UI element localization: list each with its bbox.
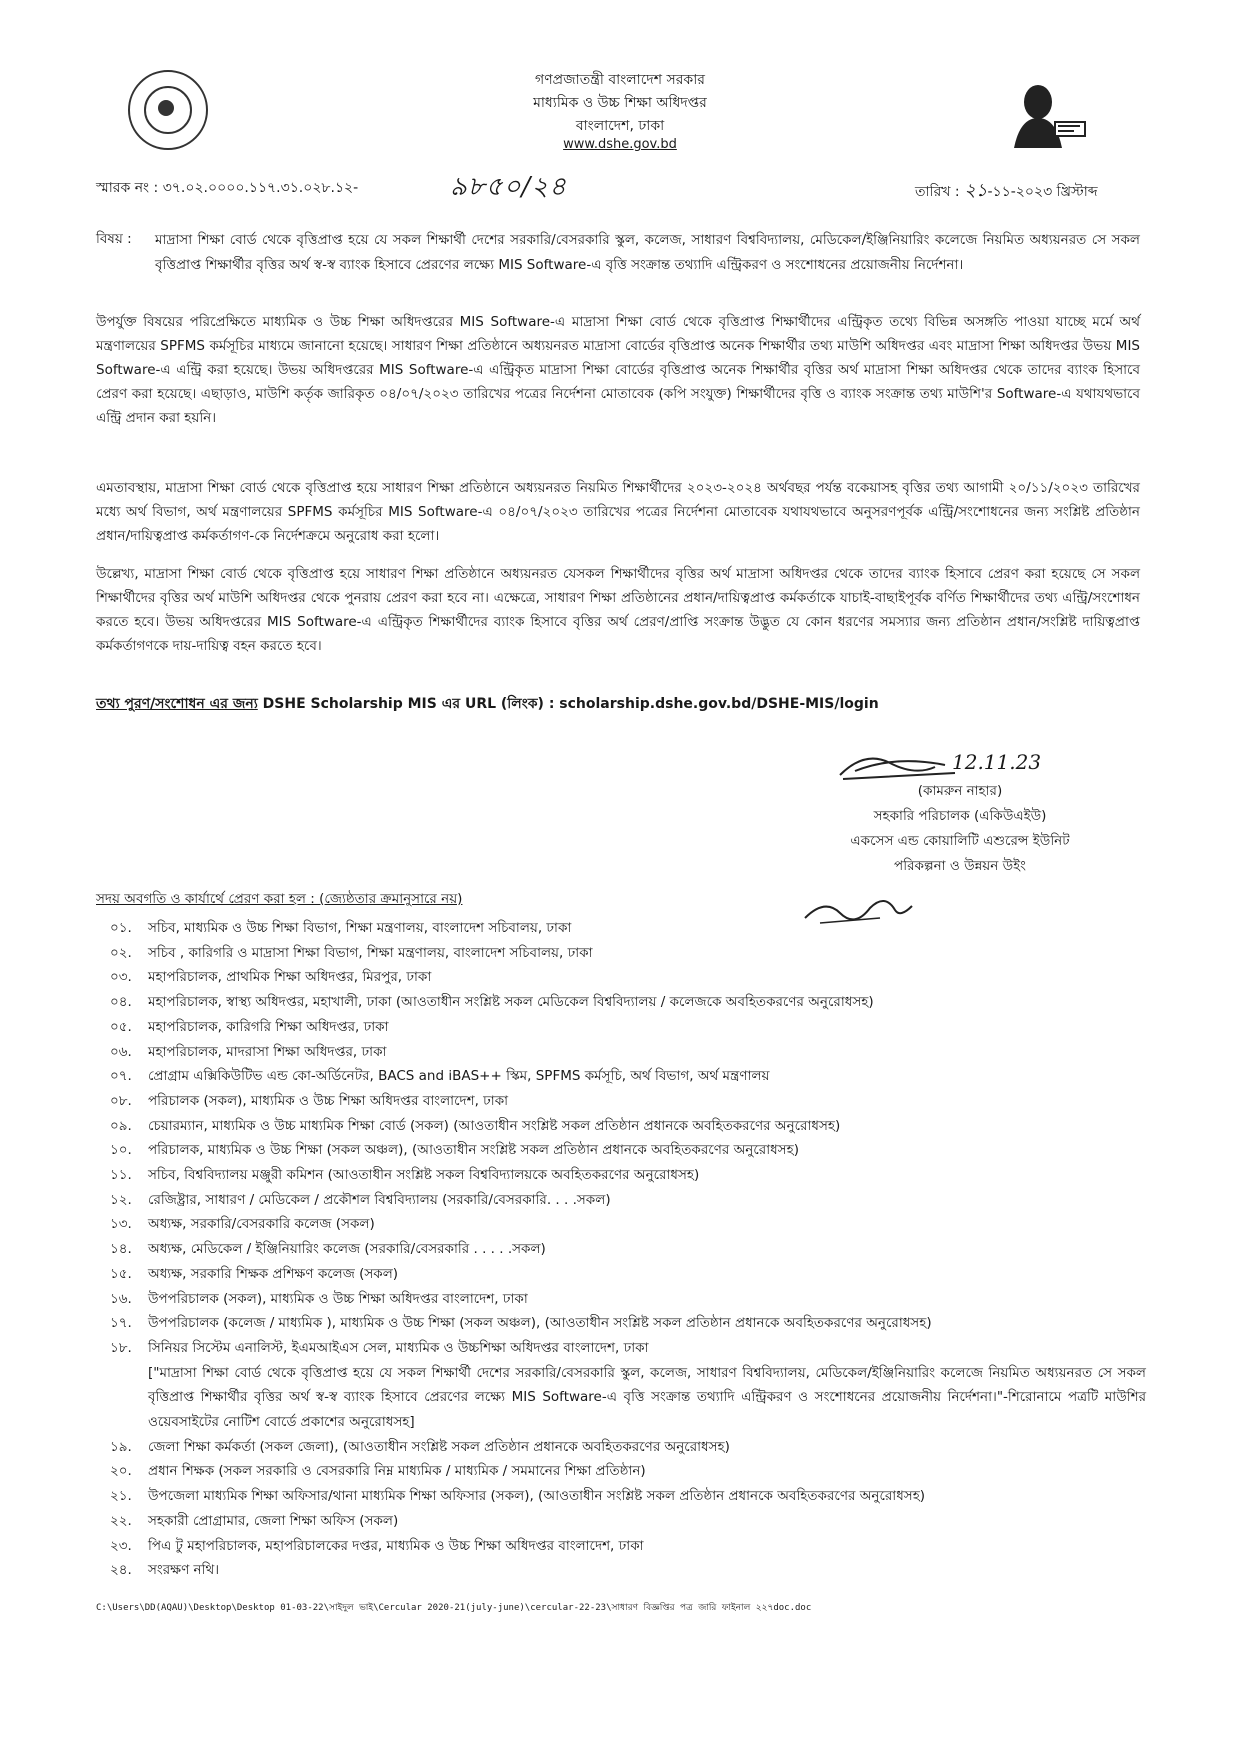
list-item-number: ১৪. (110, 1241, 132, 1258)
list-item-number: ২৪. (110, 1562, 132, 1579)
header-location: বাংলাদেশ, ঢাকা (575, 118, 665, 134)
memo-date (915, 176, 1098, 207)
list-item (96, 916, 1146, 941)
list-item-text: সহকারী প্রোগ্রামার, জেলা শিক্ষা অফিস (সকল) (148, 1512, 399, 1529)
list-item-number: ০২. (110, 944, 132, 961)
memo-ref-label: স্মারক নং : ৩৭.০২.০০০০.১১৭.৩১.০২৮.১২- (96, 180, 359, 196)
list-item (96, 1459, 1146, 1484)
list-item-number: ১৯. (110, 1438, 132, 1455)
list-item (96, 1435, 1146, 1460)
memo-date-label: তারিখ : (915, 184, 965, 200)
list-item-text: সচিব, মাধ্যমিক ও উচ্চ শিক্ষা বিভাগ, শিক্ষা মন্ত্রণালয়, বাংলাদেশ সচিবালয়, ঢাকা (148, 920, 572, 936)
list-item (96, 1484, 1146, 1509)
list-item (96, 1188, 1146, 1213)
list-item-text: জেলা শিক্ষা কর্মকর্তা (সকল জেলা), (আওতাধীন সংশ্লিষ্ট সকল প্রতিষ্ঠান প্রধানকে অবহিতকরণের অনুরোধসহ) (148, 1438, 730, 1455)
list-item (96, 1064, 1146, 1089)
list-item-number: ১৬. (110, 1290, 132, 1307)
signature-date: 12.11.23 (952, 750, 1042, 774)
emblem-core (158, 100, 174, 116)
list-item-text: সংরক্ষণ নথি। (148, 1562, 220, 1579)
link-line-underlined: তথ্য পুরণ/সংশোধন এর জন্য (96, 696, 258, 712)
copy-list (96, 916, 1146, 1583)
list-item-text: সচিব , কারিগরি ও মাদ্রাসা শিক্ষা বিভাগ, শিক্ষা মন্ত্রণালয়, বাংলাদেশ সচিবালয়, ঢাকা (148, 944, 593, 961)
list-item (96, 1114, 1146, 1139)
list-item (96, 1311, 1146, 1336)
list-item-number: ১৫. (110, 1265, 132, 1282)
header-website-link[interactable]: www.dshe.gov.bd (563, 137, 677, 152)
list-item (96, 1558, 1146, 1583)
list-item (96, 1336, 1146, 1435)
list-item-note: ["মাদ্রাসা শিক্ষা বোর্ড থেকে বৃত্তিপ্রাপ্ত হয়ে যে সকল শিক্ষার্থী দেশের সরকারি/বেসরকারি স্কুল, কলেজ, সাধারণ বিশ্ববিদ্যালয়, মেডিকেল/ইঞ্জিনিয়ারিং কলেজে নিয়মিত অধ্যয়নরত সে সকল বৃত্তিপ্রাপ্ত শিক্ষার্থীর বৃত্তির অর্থ স্ব-স্ব ব্যাংক হিসাবে প্রেরণের লক্ষ্যে MIS Software-এ বৃত্তি সংক্রান্ত তথ্যাদি এন্ট্রিকরণ ও সংশোধনের প্রয়োজনীয় নির্দেশনা।"-শিরোনামে পত্রটি মাউশির ওয়েবসাইটের নোটিশ বোর্ডে প্রকাশের অনুরোধসহ] (148, 1364, 1146, 1431)
subject-label: বিষয় : (96, 231, 132, 247)
list-item-number: ১৭. (110, 1315, 132, 1332)
list-item (96, 941, 1146, 966)
memo-reference (96, 176, 358, 200)
list-item (96, 1138, 1146, 1163)
list-item (96, 1015, 1146, 1040)
signatory-wing: পরিকল্পনা ও উন্নয়ন উইং (894, 858, 1026, 874)
memo-date-handwritten: ২১ (964, 180, 988, 201)
memo-ref-handwritten: ৯৮৫০/২৪ (450, 172, 568, 202)
list-item (96, 1237, 1146, 1262)
list-item-text: চেয়ারম্যান, মাধ্যমিক ও উচ্চ মাধ্যমিক শিক্ষা বোর্ড (সকল) (আওতাধীন সংশ্লিষ্ট সকল প্রতিষ্ঠান প্রধানকে অবহিতকরণের অনুরোধসহ) (148, 1117, 841, 1134)
list-item (96, 1089, 1146, 1114)
list-item-text: উপজেলা মাধ্যমিক শিক্ষা অফিসার/থানা মাধ্যমিক শিক্ষা অফিসার (সকল), (আওতাধীন সংশ্লিষ্ট সকল প্রতিষ্ঠান প্রধানকে অবহিতকরণের অনুরোধসহ) (148, 1488, 926, 1505)
list-item (96, 1262, 1146, 1287)
list-item (96, 1287, 1146, 1312)
list-item-text: অধ্যক্ষ, সরকারি শিক্ষক প্রশিক্ষণ কলেজ (সকল) (148, 1265, 399, 1282)
header-government: গণপ্রজাতন্ত্রী বাংলাদেশ সরকার (535, 72, 705, 88)
list-item-text: রেজিষ্ট্রার, সাধারণ / মেডিকেল / প্রকৌশল বিশ্ববিদ্যালয় (সরকারি/বেসরকারি. . . .সকল) (148, 1191, 611, 1208)
copy-list-heading: সদয় অবগতি ও কার্যার্থে প্রেরণ করা হল : (জ্যেষ্ঠতার ক্রমানুসারে নয়) (96, 891, 463, 907)
list-item-text: পরিচালক, মাধ্যমিক ও উচ্চ শিক্ষা (সকল অঞ্চল), (আওতাধীন সংশ্লিষ্ট সকল প্রতিষ্ঠান প্রধানকে অবহিতকরণের অনুরোধসহ) (148, 1142, 799, 1159)
list-item (96, 990, 1146, 1015)
list-item-text: পিএ টু মহাপরিচালক, মহাপরিচালকের দপ্তর, মাধ্যমিক ও উচ্চ শিক্ষা অধিদপ্তর বাংলাদেশ, ঢাকা (148, 1537, 644, 1554)
list-item-number: ০৬. (110, 1043, 132, 1060)
list-item-number: ০১. (110, 920, 132, 936)
list-item-text: প্রোগ্রাম এক্সিকিউটিভ এন্ড কো-অর্ডিনেটর, BACS and iBAS++ স্কিম, SPFMS কর্মসূচি, অর্থ বিভাগ, অর্থ মন্ত্রণালয় (148, 1068, 770, 1085)
subject-text: মাদ্রাসা শিক্ষা বোর্ড থেকে বৃত্তিপ্রাপ্ত হয়ে যে সকল শিক্ষার্থী দেশের সরকারি/বেসরকারি স্কুল, কলেজ, সাধারণ বিশ্ববিদ্যালয়, মেডিকেল/ইঞ্জিনিয়ারিং কলেজে নিয়মিত অধ্যয়নরত সে সকল বৃত্তিপ্রাপ্ত শিক্ষার্থীর বৃত্তির অর্থ স্ব-স্ব ব্যাংক হিসাবে প্রেরণের লক্ষ্যে MIS Software-এ বৃত্তি সংক্রান্ত তথ্যাদি এন্ট্রিকরণ ও সংশোধনের প্রয়োজনীয় নির্দেশনা। (155, 232, 1140, 273)
list-item-text: উপপরিচালক (সকল), মাধ্যমিক ও উচ্চ শিক্ষা অধিদপ্তর বাংলাদেশ, ঢাকা (148, 1290, 528, 1307)
list-item (96, 1040, 1146, 1065)
list-item-number: ১৩. (110, 1216, 132, 1233)
list-item-text: মহাপরিচালক, স্বাস্থ্য অধিদপ্তর, মহাখালী, ঢাকা (আওতাধীন সংশ্লিষ্ট সকল মেডিকেল বিশ্ববিদ্যালয় / কলেজকে অবহিতকরণের অনুরোধসহ) (148, 994, 874, 1011)
list-item-text: অধ্যক্ষ, মেডিকেল / ইঞ্জিনিয়ারিং কলেজ (সরকারি/বেসরকারি . . . . .সকল) (148, 1241, 546, 1258)
list-item-text: উপপরিচালক (কলেজ / মাধ্যমিক ), মাধ্যমিক ও উচ্চ শিক্ষা (সকল অঞ্চল), (আওতাধীন সংশ্লিষ্ট সকল প্রতিষ্ঠান প্রধানকে অবহিতকরণের অনুরোধসহ) (148, 1315, 932, 1332)
list-item-number: ১২. (110, 1191, 132, 1208)
list-item-text: মহাপরিচালক, মাদরাসা শিক্ষা অধিদপ্তর, ঢাকা (148, 1043, 387, 1060)
list-item (96, 965, 1146, 990)
mis-link-line (96, 692, 879, 716)
body-paragraph-3: উল্লেখ্য, মাদ্রাসা শিক্ষা বোর্ড থেকে বৃত্তিপ্রাপ্ত হয়ে সাধারণ শিক্ষা প্রতিষ্ঠানে অধ্যয়নরত যেসকল শিক্ষার্থীদের বৃত্তির অর্থ মাদ্রাসা অধিদপ্তর থেকে তাদের ব্যাংক হিসাবে প্রেরণ করা হয়েছে সে সকল শিক্ষার্থীদের বৃত্তির অর্থ মাউশি অধিদপ্তর থেকে পুনরায় প্রেরণ করা হবে না। এক্ষেত্রে, সাধারণ শিক্ষা প্রতিষ্ঠানের প্রধান/দায়িত্বপ্রাপ্ত কর্মকর্তাকে যাচাই-বাছাইপূর্বক বর্ণিত শিক্ষার্থীদের তথ্য এন্ট্রি/সংশোধন করতে হবে। উভয় অধিদপ্তরের MIS Software-এ এন্ট্রিকৃত শিক্ষার্থীদের ব্যাংক হিসাবে বৃত্তির অর্থ প্রেরণ/প্রাপ্তি সংক্রান্ত উদ্ভুত যে কোন ধরণের সমস্যার জন্য প্রতিষ্ঠান প্রধান/সংশ্লিষ্ট দায়িত্বপ্রাপ্ত কর্মকর্তাগণকে দায়-দায়িত্ব বহন করতে হবে। (96, 566, 1140, 654)
list-item (96, 1509, 1146, 1534)
header-directorate: মাধ্যমিক ও উচ্চ শিক্ষা অধিদপ্তর (533, 95, 707, 111)
list-item-number: ২১. (110, 1488, 132, 1505)
mis-url-link[interactable]: DSHE Scholarship MIS এর URL (লিংক) : scholarship.dshe.gov.bd/DSHE-MIS/login (257, 696, 879, 712)
list-item-number: ০৫. (110, 1018, 132, 1035)
signatory-designation: সহকারি পরিচালক (একিউএইউ) (873, 808, 1047, 824)
list-item-number: ২৩. (110, 1537, 132, 1554)
list-item (96, 1534, 1146, 1559)
list-item-text: মহাপরিচালক, প্রাথমিক শিক্ষা অধিদপ্তর, মিরপুর, ঢাকা (148, 969, 432, 986)
memo-date-rest: -১১-২০২৩ খ্রিস্টাব্দ (987, 184, 1098, 200)
list-item-number: ০৯. (110, 1117, 132, 1134)
signatory-name: (কামরুন নাহার) (917, 783, 1003, 799)
list-item-text: সিনিয়র সিস্টেম এনালিস্ট, ইএমআইএস সেল, মাধ্যমিক ও উচ্চশিক্ষা অধিদপ্তর বাংলাদেশ, ঢাকা (148, 1339, 649, 1356)
list-item-number: ১১. (110, 1167, 132, 1184)
list-item-text: সচিব, বিশ্ববিদ্যালয় মঞ্জুরী কমিশন (আওতাধীন সংশ্লিষ্ট সকল বিশ্ববিদ্যালয়কে অবহিতকরণের অনুরোধসহ) (148, 1167, 700, 1184)
list-item-text: মহাপরিচালক, কারিগরি শিক্ষা অধিদপ্তর, ঢাকা (148, 1018, 389, 1035)
portrait-logo (1000, 78, 1095, 148)
list-item-text: পরিচালক (সকল), মাধ্যমিক ও উচ্চ শিক্ষা অধিদপ্তর বাংলাদেশ, ঢাকা (148, 1092, 509, 1109)
list-item (96, 1163, 1146, 1188)
list-item-text: অধ্যক্ষ, সরকারি/বেসরকারি কলেজ (সকল) (148, 1216, 375, 1233)
list-item-text: প্রধান শিক্ষক (সকল সরকারি ও বেসরকারি নিম্ন মাধ্যমিক / মাধ্যমিক / সমমানের শিক্ষা প্রতিষ্ঠান) (148, 1463, 646, 1480)
body-paragraph-2: এমতাবস্থায়, মাদ্রাসা শিক্ষা বোর্ড থেকে বৃত্তিপ্রাপ্ত হয়ে সাধারণ শিক্ষা প্রতিষ্ঠানে অধ্যয়নরত নিয়মিত শিক্ষার্থীদের ২০২৩-২০২৪ অর্থবছর পর্যন্ত বকেয়াসহ বৃত্তির তথ্য আগামী ২০/১১/২০২৩ তারিখের মধ্যে অর্থ বিভাগ, অর্থ মন্ত্রণালয়ের SPFMS কর্মসূচির MIS Software-এ ০৪/০৭/২০২৩ তারিখের পত্রের নির্দেশনা মোতাবেক যথাযথভাবে অনুসরণপূর্বক এন্ট্রি/সংশোধনের জন্য সংশ্লিষ্ট প্রতিষ্ঠান প্রধান/দায়িত্বপ্রাপ্ত কর্মকর্তাগণ-কে নির্দেশক্রমে অনুরোধ করা হলো। (96, 480, 1140, 544)
list-item-number: ১০. (110, 1142, 132, 1159)
body-paragraph-1: উপর্যুক্ত বিষয়ের পরিপ্রেক্ষিতে মাধ্যমিক ও উচ্চ শিক্ষা অধিদপ্তরের MIS Software-এ মাদ্রাসা শিক্ষা বোর্ড থেকে বৃত্তিপ্রাপ্ত শিক্ষার্থীদের এন্ট্রিকৃত তথ্যে বিভিন্ন অসঙ্গতি পাওয়া যাচ্ছে মর্মে অর্থ মন্ত্রণালয়ের SPFMS কর্মসূচির মাধ্যমে জানানো হয়েছে। সাধারণ শিক্ষা প্রতিষ্ঠানে অধ্যয়নরত মাদ্রাসা বোর্ডের বৃত্তিপ্রাপ্ত অনেক শিক্ষার্থীর তথ্য মাউশি অধিদপ্তর এবং মাদ্রাসা শিক্ষা অধিদপ্তর উভয় MIS Software-এ এন্ট্রি করা হয়েছে। উভয় অধিদপ্তরের MIS Software-এ এন্ট্রিকৃত মাদ্রাসা শিক্ষা বোর্ডের বৃত্তিপ্রাপ্ত অনেক শিক্ষার্থীর বৃত্তির অর্থ মাদ্রাসা শিক্ষা অধিদপ্তর থেকে তাদের ব্যাংক হিসাবে প্রেরণ করা হয়েছে। এছাড়াও, মাউশি কর্তৃক জারিকৃত ০৪/০৭/২০২৩ তারিখের পত্রের নির্দেশনা মোতাবেক (কপি সংযুক্ত) শিক্ষার্থীদের বৃত্তি ও ব্যাংক সংক্রান্ত তথ্য মাউশি'র Software-এ যথাযথভাবে এন্ট্রি প্রদান করা হয়নি। (96, 314, 1140, 426)
list-item-number: ০৭. (110, 1068, 132, 1085)
list-item-number: ০৪. (110, 994, 132, 1011)
list-item-number: ১৮. (110, 1339, 132, 1356)
government-emblem (128, 70, 208, 150)
list-item-number: ০৮. (110, 1092, 132, 1109)
list-item-number: ২০. (110, 1463, 132, 1480)
list-item (96, 1212, 1146, 1237)
list-item-number: ০৩. (110, 969, 132, 986)
file-path-footer: C:\Users\DD(AQAU)\Desktop\Desktop 01-03-22\সাইদুল ভাই\Cercular 2020-21(july-june)\cercular-22-23\সাধারণ বিজ্ঞপ্তির পত্র জারি ফাইনাল ২২৭doc.doc (96, 1603, 812, 1613)
signatory-unit: একসেস এন্ড কোয়ালিটি এশুরেন্স ইউনিট (850, 833, 1070, 849)
list-item-number: ২২. (110, 1512, 132, 1529)
